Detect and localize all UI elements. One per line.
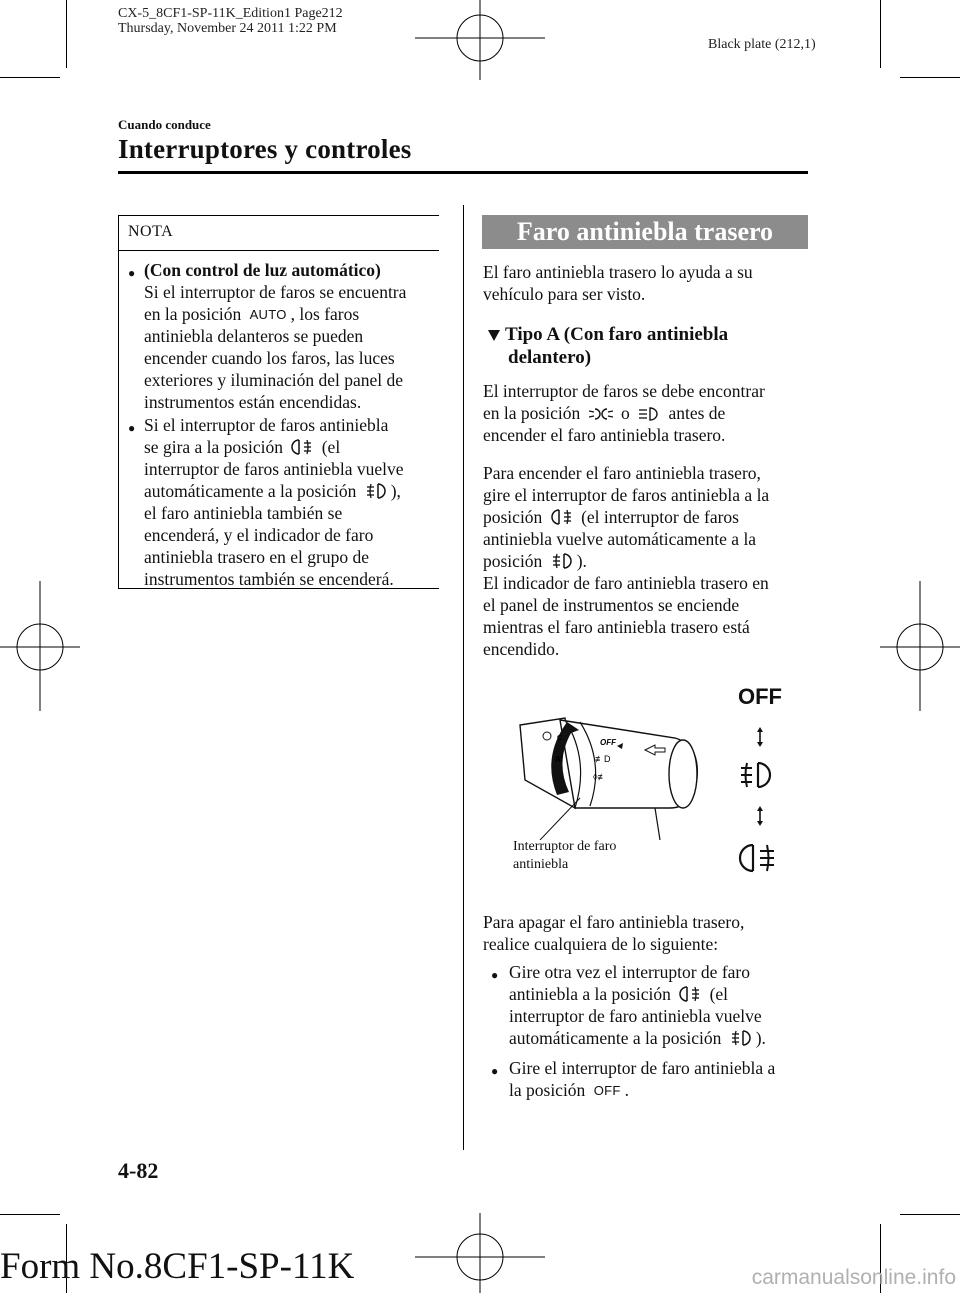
lighting-stalk-illustration	[505, 700, 720, 840]
body-line: El interruptor de faros se debe encontrar	[483, 381, 765, 401]
svg-text:≢D: ≢D	[595, 754, 611, 764]
section-banner: Faro antiniebla trasero	[482, 215, 808, 249]
note-divider	[118, 250, 439, 251]
page-number: 4-82	[118, 1158, 159, 1183]
rear-fog-icon	[679, 985, 701, 1003]
auto-icon: AUTO	[249, 307, 287, 322]
column-divider	[463, 205, 464, 1150]
rear-fog-icon	[551, 508, 573, 526]
body-line: gire el interruptor de faros antiniebla a la	[483, 485, 770, 505]
note-line: antiniebla trasero en el grupo de	[144, 547, 369, 567]
file-meta-line: CX-5_8CF1-SP-11K_Edition1 Page212	[118, 6, 343, 21]
crop-mark	[900, 77, 960, 78]
headlight-icon	[638, 406, 660, 422]
note-line: instrumentos están encendidas.	[144, 392, 362, 412]
double-arrow-icon	[755, 806, 765, 826]
note-line: (Con control de luz automático)	[144, 260, 381, 280]
page-title: Interruptores y controles	[118, 134, 412, 164]
note-heading: NOTA	[128, 223, 174, 240]
registration-mark	[880, 581, 960, 711]
date-meta-line: Thursday, November 24 2011 1:22 PM	[118, 21, 337, 36]
note-line: se gira a la posición (el	[144, 437, 341, 457]
crop-mark	[0, 1214, 60, 1215]
body-line: en la posición o antes de	[483, 403, 726, 423]
title-rule	[118, 171, 808, 174]
svg-text:C: C	[557, 735, 563, 742]
section-label: Cuando conduce	[118, 117, 211, 132]
note-line: encenderá, y el indicador de faro	[144, 525, 374, 545]
bullet-icon: ●	[128, 421, 136, 435]
form-number: Form No.8CF1-SP-11K	[0, 1246, 355, 1287]
note-line: el faro antiniebla también se	[144, 503, 343, 523]
registration-mark	[0, 581, 80, 711]
note-line: exteriores y iluminación del panel de	[144, 370, 404, 390]
body-line: interruptor de faro antiniebla vuelve	[509, 1006, 762, 1026]
note-line: antiniebla delanteros se pueden	[144, 326, 364, 346]
subsection-title: delantero)	[508, 347, 592, 368]
note-line: en la posición AUTO , los faros	[144, 304, 360, 324]
registration-mark	[415, 1213, 545, 1293]
body-line: la posición OFF .	[509, 1080, 629, 1100]
registration-mark	[415, 0, 545, 80]
crop-mark	[880, 0, 881, 68]
parking-light-icon	[589, 406, 613, 422]
note-line: interruptor de faros antiniebla vuelve	[144, 459, 404, 479]
body-line: Para apagar el faro antiniebla trasero,	[483, 912, 745, 932]
callout-label: Interruptor de faro antiniebla	[513, 839, 617, 872]
body-line: automáticamente a la posición ).	[509, 1028, 766, 1048]
watermark: carmanualsonline.info	[751, 1266, 956, 1289]
note-line: Si el interruptor de faros se encuentra	[144, 282, 407, 302]
intro-line: vehículo para ser visto.	[483, 284, 646, 304]
double-arrow-icon	[755, 727, 765, 747]
front-fog-icon	[365, 482, 387, 500]
crop-mark	[900, 1214, 960, 1215]
note-line: encender cuando los faros, las luces	[144, 348, 395, 368]
front-fog-icon	[551, 552, 573, 570]
crop-mark	[0, 77, 60, 78]
crop-mark	[66, 0, 67, 68]
note-line: Si el interruptor de faros antiniebla	[144, 415, 389, 435]
body-line: antiniebla a la posición (el	[509, 984, 729, 1004]
front-fog-icon	[738, 760, 774, 790]
body-line: posición (el interruptor de faros	[483, 507, 739, 527]
bullet-icon: ●	[128, 266, 136, 280]
body-line: Gire el interruptor de faro antiniebla a	[509, 1058, 776, 1078]
body-line: encendido.	[483, 639, 560, 659]
body-line: encender el faro antiniebla trasero.	[483, 425, 726, 445]
rear-fog-icon	[291, 438, 313, 456]
triangle-marker-icon	[487, 328, 501, 342]
body-line: mientras el faro antiniebla trasero está	[483, 617, 750, 637]
body-line: El indicador de faro antiniebla trasero en	[483, 573, 769, 593]
body-line: Gire otra vez el interruptor de faro	[509, 962, 750, 982]
bullet-icon: ●	[491, 968, 499, 982]
body-line: posición ).	[483, 551, 587, 571]
stalk-off-label: OFF	[600, 738, 616, 747]
body-line: el panel de instrumentos se enciende	[483, 595, 740, 615]
off-icon: OFF	[593, 1083, 621, 1098]
note-line: instrumentos también se encenderá.	[144, 569, 394, 589]
plate-label: Black plate (212,1)	[708, 37, 816, 52]
off-position-label: OFF	[738, 684, 782, 709]
rear-fog-icon	[738, 842, 778, 874]
subsection-title: Tipo A (Con faro antiniebla	[505, 324, 729, 345]
svg-text:◊≢: ◊≢	[593, 772, 607, 782]
body-line: Para encender el faro antiniebla trasero,	[483, 463, 761, 483]
body-line: antiniebla vuelve automáticamente a la	[483, 529, 757, 549]
note-line: automáticamente a la posición ),	[144, 481, 401, 501]
intro-line: El faro antiniebla trasero lo ayuda a su	[483, 262, 753, 282]
front-fog-icon	[730, 1029, 752, 1047]
svg-text:Al: Al	[555, 755, 563, 764]
bullet-icon: ●	[491, 1064, 499, 1078]
body-line: realice cualquiera de lo siguiente:	[483, 934, 719, 954]
